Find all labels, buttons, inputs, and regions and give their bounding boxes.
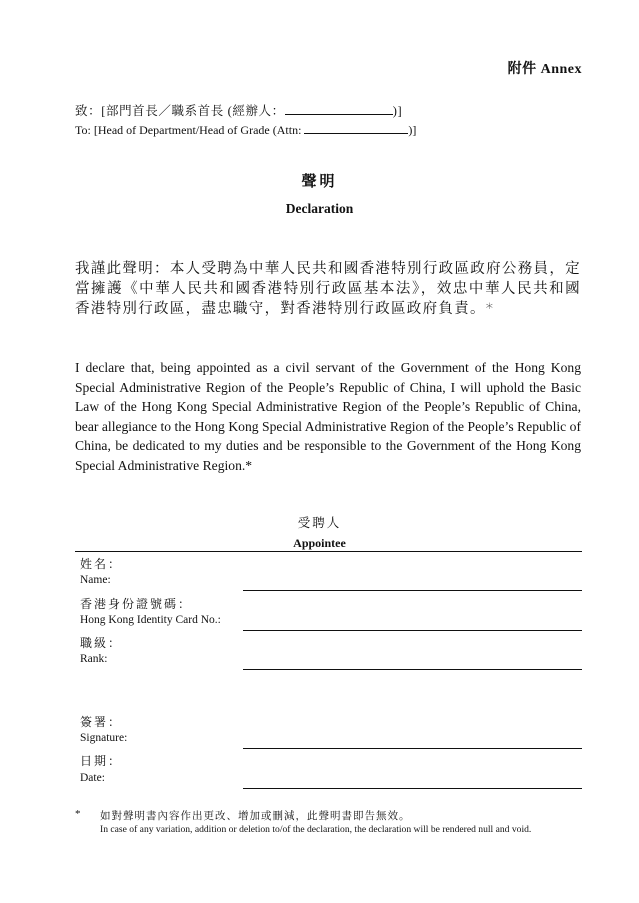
date-label-en: Date: (80, 772, 105, 784)
appointee-heading-en: Appointee (293, 536, 346, 550)
rank-label-en: Rank: (80, 653, 108, 665)
addressee-en-suffix: )] (408, 123, 417, 137)
footnote-marker: * (75, 808, 81, 820)
addressee-en-prefix: To: [Head of Department/Head of Grade (Attn: (75, 123, 302, 137)
addressee-en (75, 121, 416, 138)
appointee-heading-zh: 受聘人 (297, 515, 342, 530)
addressee-zh-prefix: 致：[部門首長／職系首長 (經辦人： (75, 104, 285, 118)
signature-label-zh: 簽署： (80, 715, 123, 729)
name-label-zh: 姓名： (80, 557, 123, 571)
attn-blank-zh[interactable] (285, 102, 393, 115)
hkid-label-en: Hong Kong Identity Card No.: (80, 614, 221, 626)
declaration-text-en: I declare that, being appointed as a civil servant of the Government of the Hong Kong Special Administrative Region of the People’s Republic of China, I will uphold the Basic Law of the Hong Kong Special Administrative Region of the People’s Republic of China, bear allegiance to the Hong Kong Special Administrative Region of the People’s Republic of China, be dedicated to my duties and be responsible to the Government of the Hong Kong Special Administrative Region.* (75, 360, 581, 473)
name-field[interactable] (243, 590, 582, 591)
rank-label-zh: 職級： (80, 636, 123, 650)
declaration-text-zh: 我謹此聲明：本人受聘為中華人民共和國香港特別行政區政府公務員，定當擁護《中華人民共和國香港特別行政區基本法》，效忠中華人民共和國香港特別行政區，盡忠職守，對香港特別行政區政府負責。* (75, 261, 581, 317)
title-zh: 聲明 (301, 172, 338, 190)
hkid-field[interactable] (243, 630, 582, 631)
footnote-zh: 如對聲明書內容作出更改、增加或刪減，此聲明書即告無效。 (100, 810, 411, 822)
attn-blank-en[interactable] (304, 121, 408, 134)
rank-field[interactable] (243, 669, 582, 670)
title-en: Declaration (285, 201, 354, 216)
hkid-label-zh: 香港身份證號碼： (80, 597, 193, 611)
addressee-zh-suffix: )] (392, 104, 403, 118)
footnote-en: In case of any variation, addition or deletion to/of the declaration, the declaration will be rendered null and void. (100, 824, 532, 835)
signature-field[interactable] (243, 748, 582, 749)
annex-label: 附件 Annex (507, 62, 582, 77)
name-label-en: Name: (80, 574, 111, 586)
date-field[interactable] (243, 788, 582, 789)
date-label-zh: 日期： (80, 754, 123, 768)
section-divider (75, 551, 582, 552)
addressee-zh (75, 101, 402, 119)
signature-label-en: Signature: (80, 732, 128, 744)
